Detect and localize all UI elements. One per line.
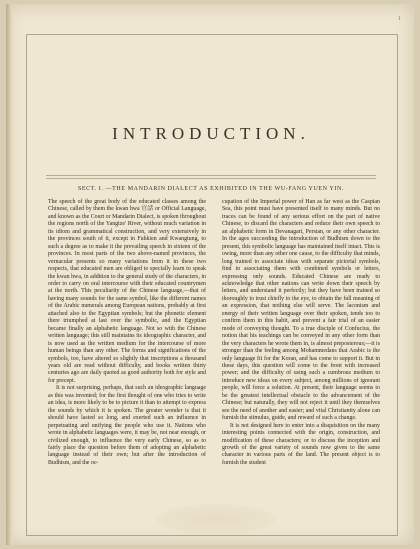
page-gutter: [6, 4, 12, 545]
paragraph: It is not surprising, perhaps, that such an ideographic language as this was invented; for the first thought of one who tries to write an idea, is more likely to be to picture it than to attempt to express the sounds by which it is spoken. The greater wonder is that it should have lasted so long, and exerted such an influence in perpetuating and unifying the people who use it. Nations who wrote in alphabetic languages were, it may be, not near enough, or civilized enough, to influence the very early Chinese, so as to fairly place the question before them of adopting an alphabetic language instead of their own; but after the introduction of Budhism, and the oc-: [48, 385, 206, 466]
paragraph: cupation of the Imperial power of Han as far west as the Caspian Sea, this point must have presented itself to many minds. But no traces can be found of any serious effort on the part of native Chinese, to discard the characters and reduce their own speech to an alphabetic form in Devanagari, Persian, or any other character. In the ages succeeding the introduction of Budhism down to the present, this symbolic language has maintained itself intact. This is owing, more than any other one cause, to the difficulty that minds, long trained to associate ideas with separate pictorial symbols, find in associating them with combined symbols or letters, expressing only sounds. Educated Chinese are ready to acknowledge that other nations can write down their speech by letters, and understand it perfectly; but they have been trained so thoroughly to trust chiefly to the eye, to obtain the full meaning of an expression, that nothing else will serve. The laconism and energy of their written language over their spoken, tends too to confirm them in this habit, and prevent a fair trial of an easier mode of conveying thought. To a true disciple of Confucius, the notion that his teachings can be conveyed in any other form than the very characters he wrote them in, is almost preposterous;—it is stronger than the feeling among Mohammedans that Arabic is the only language fit for the Koran, and has come to support it. But in these days, this question will come to the front with increased power; and the difficulty of using such a cumbrous medium to introduce new ideas on every subject, among millions of ignorant people, will force a solution. At present, their language seems to be the greatest intellectual obstacle to the advancement of the Chinese; but naturally, they will not reject it until they themselves see the need of another and easier; and vital Christianity alone can furnish the stimulus, guide, and reward of such a change.: [222, 199, 380, 422]
page-number: 1: [398, 16, 401, 22]
book-page: [6, 4, 414, 545]
right-text-column: [222, 199, 380, 467]
title-rule-top: [46, 175, 376, 176]
paragraph: It is not designed here to enter into a disquisition on the many interesting points connected with the origin, construction, and modification of these characters; or to discuss the inception and growth of the great variety of sounds now given to the same character in various parts of the land. The present object is to furnish the student: [222, 422, 380, 466]
page-title: INTRODUCTION.: [112, 124, 310, 143]
section-heading: SECT. I. —THE MANDARIN DIALECT AS EXHIBITED IN THE WU-FANG YUEN YIN.: [77, 186, 345, 192]
title-rule-bottom: [46, 178, 376, 179]
left-text-column: [48, 199, 206, 467]
paper-stain: [156, 504, 276, 534]
paragraph: The speech of the great body of the educated classes among the Chinese, called by them the kwan hwa 官話 or Official Language, and known as the Court or Mandarin Dialect, is spoken throughout the regions north of the Yangtze' River, without much variation in its idiom and grammatical construction, and very extensively in the provinces south of it, except in Fuhkien and Kwangtung, to such a degree as to make it the prevailing speech in sixteen of the provinces. In most parts of the two above-named provinces, the vernacular presents so many variations from it in these two respects, that educated men are obliged to specially learn to speak the kwan hwa, in addition to the general study of the characters, in order to carry on oral intercourse with their educated countrymen at the north. This peculiarity of the Chinese language,—that of having many sounds for the same symbol, like the different names of the Arabic numerals among European nations, probably at first attached also to the Egyptian symbols; but the phonetic element there triumphed at last over the symbolic, and the Egyptian became finally an alphabetic language. Not so with the Chinese written language; this still maintains its ideographic character, and is now used as the written medium for the intercourse of more human beings than any other. The forms and significations of the symbols, too, have altered so slightly that inscriptions a thousand years old are read without difficulty, and books written thirty centuries ago are daily quoted as good authority both for style and for precept.: [48, 199, 206, 384]
